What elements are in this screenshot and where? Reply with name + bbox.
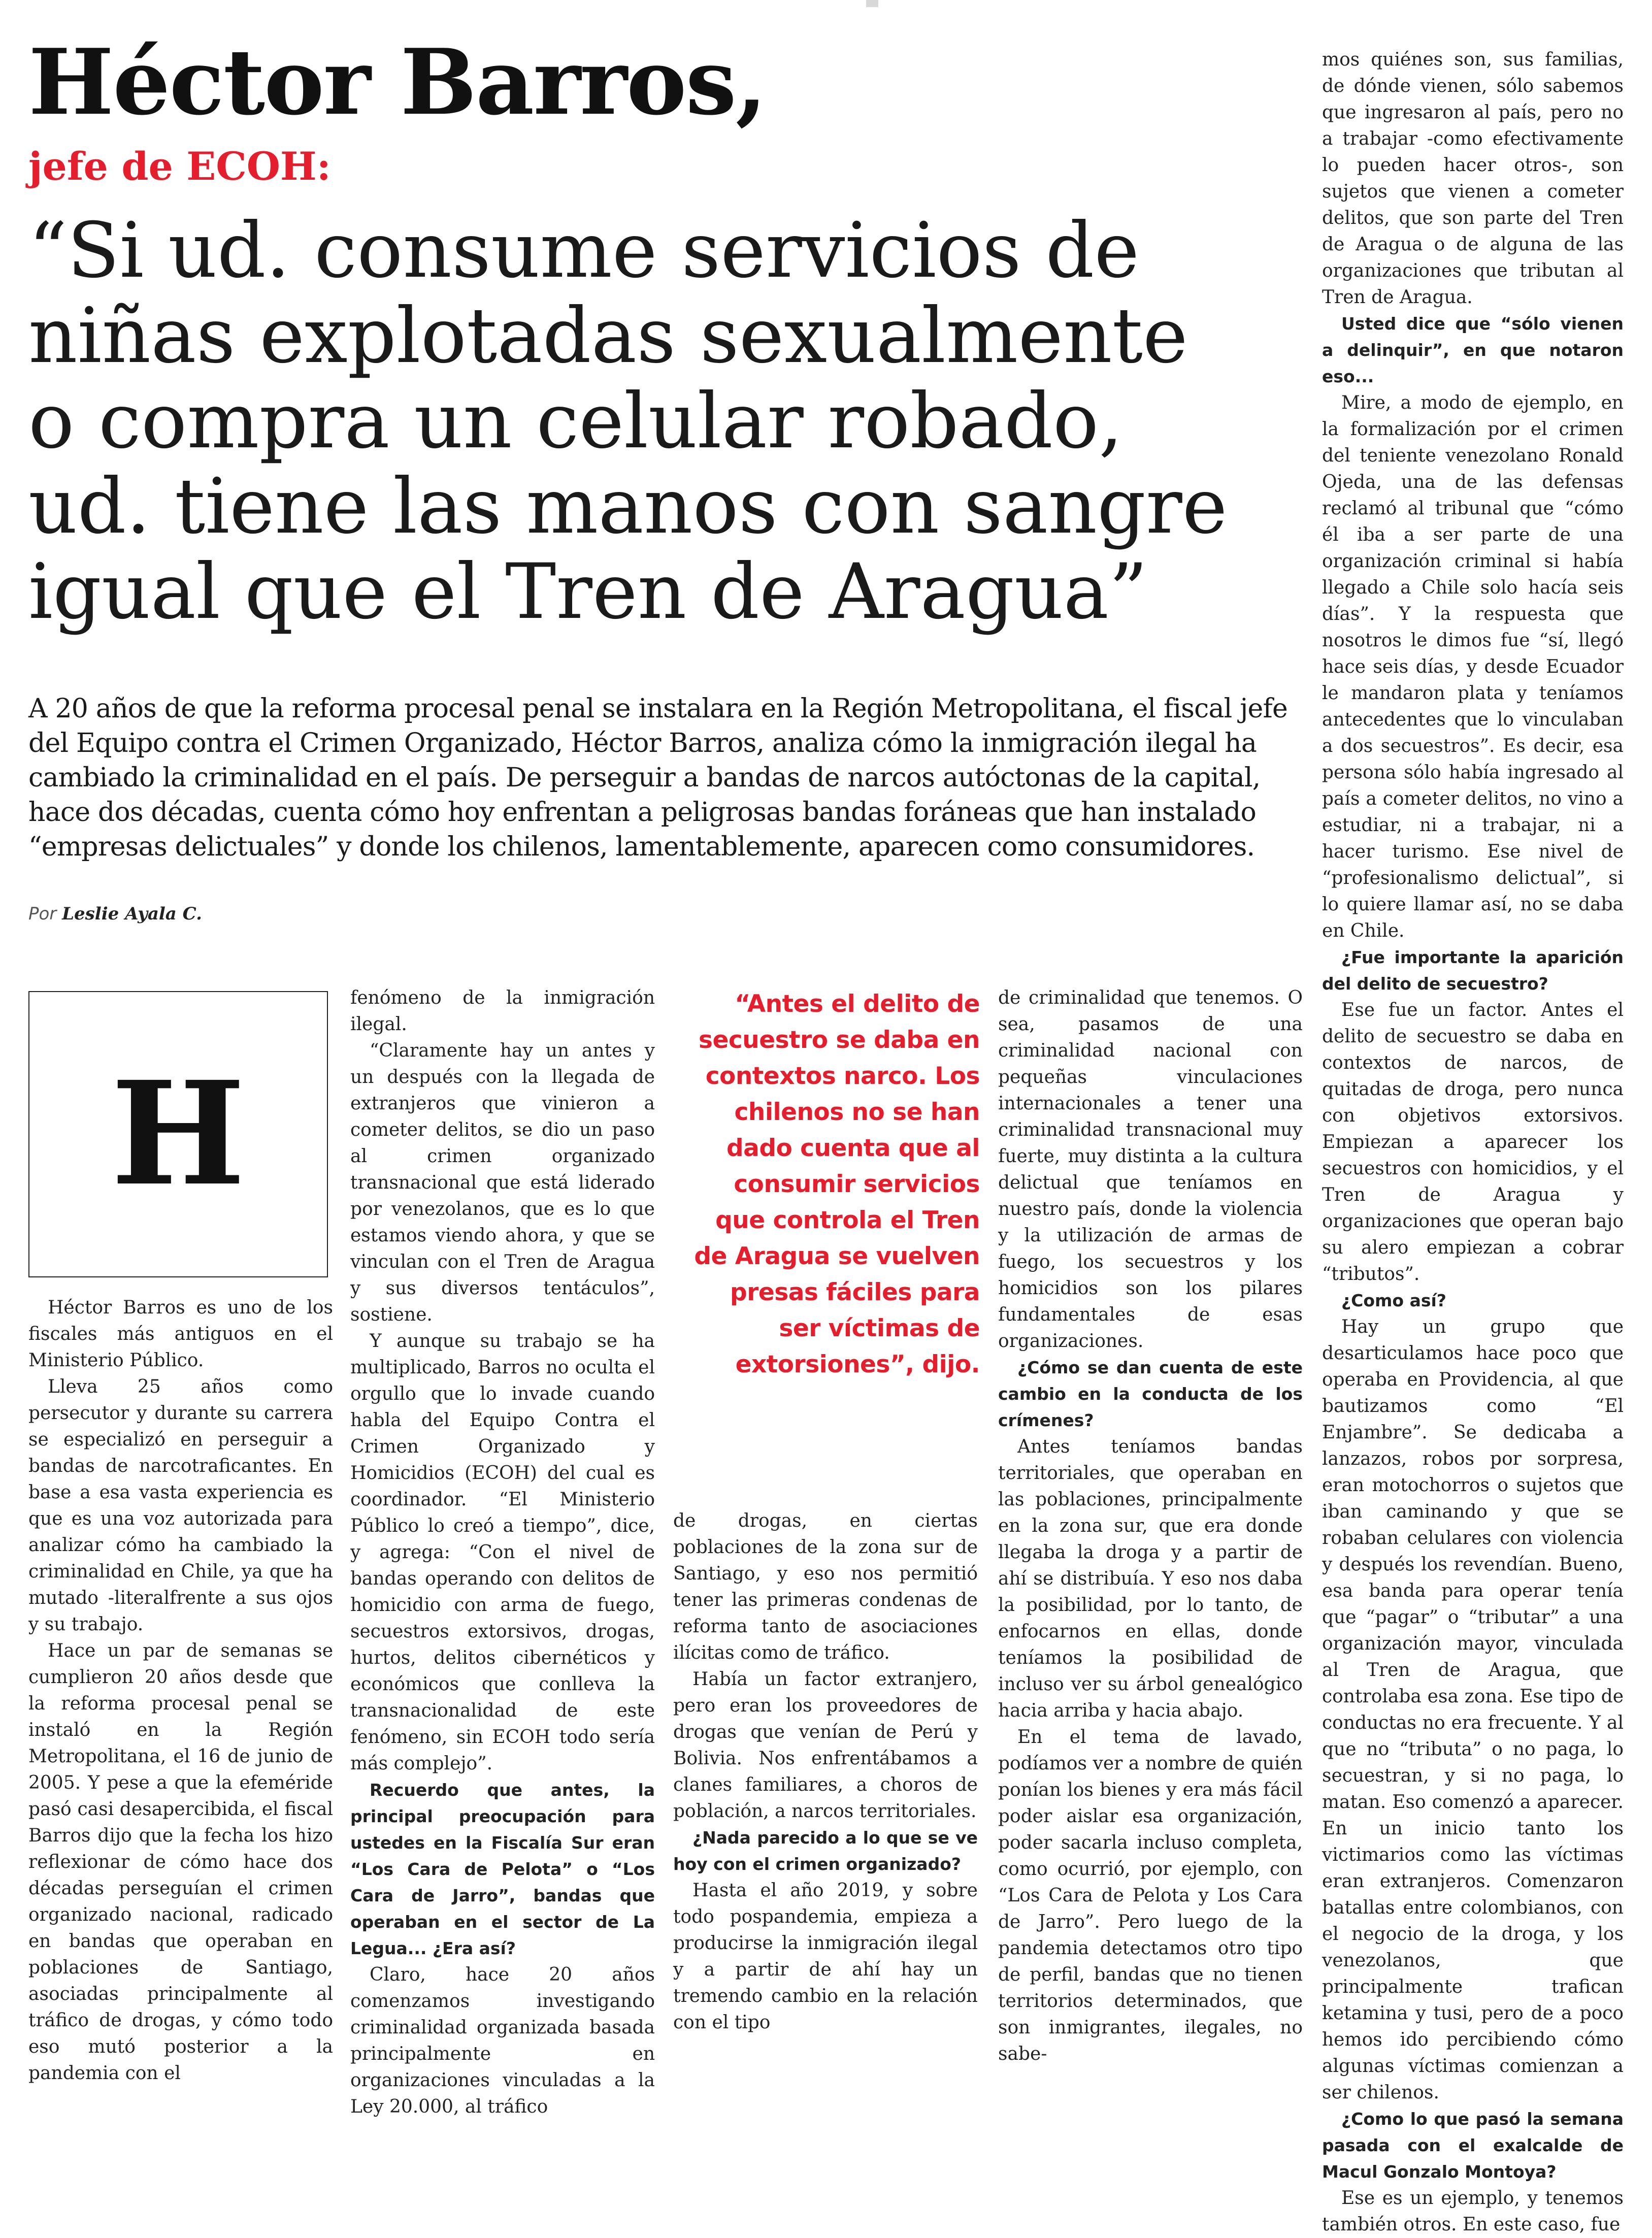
body-paragraph: Hasta el año 2019, y sobre todo pospandemia, empieza a producirse la inmigración ilegal y a partir de ahí hay un tremendo cambio en la relación con el tipo <box>673 1880 978 2033</box>
pull-quote-line: de Aragua se vuelven <box>694 1242 980 1270</box>
headline-quote-line: ud. tiene las manos con sangre <box>28 463 1228 551</box>
body-paragraph: En el tema de lavado, podíamos ver a nombre de quién ponían los bienes y era más fácil poder aislar esa organización, poder sacarla incluso completa, como ocurrió, por ejemplo, con “Los Cara de Pelota y Los Cara de Jarro”. Pero luego de la pandemia detectamos otro tipo de perfil, bandas que no tienen territorios determinados, que son inmigrantes, ilegales, no sabe- <box>998 1727 1303 2064</box>
body-paragraph: Ese fue un factor. Antes el delito de secuestro se daba en contextos de narcos, de quitadas de droga, pero nunca con objetivos extorsivos. Empiezan a aparecer los secuestros con homicidios, y el Tren de Aragua y organizaciones que operan bajo su alero empiezan a cobrar “tributos”. <box>1322 1000 1624 1285</box>
drop-letter-box <box>28 991 328 1277</box>
body-paragraph: Y aunque su trabajo se ha multiplicado, Barros no oculta el orgullo que lo invade cuando habla del Equipo Contra el Crimen Organizado y Homicidios (ECOH) del cual es coordinador. “El Ministerio Público lo creó a tiempo”, dice, y agrega: “Con el nivel de bandas operando con delitos de homicidio con arma de fuego, secuestros extorsivos, drogas, hurtos, delitos cibernéticos y económicos que conlleva la transnacionalidad de este fenómeno, sin ECOH todo sería más complejo”. <box>350 1331 655 1774</box>
headline-quote-line: o compra un celular robado, <box>28 377 1123 466</box>
pull-quote-line: presas fáciles para <box>730 1278 980 1306</box>
byline <box>28 903 202 925</box>
headline-name: Héctor Barros, <box>28 29 766 135</box>
interview-question: ¿Como así? <box>1341 1291 1446 1310</box>
headline-quote-line: “Si ud. consume servicios de <box>28 207 1140 295</box>
pull-quote-line: contextos narco. Los <box>705 1062 980 1090</box>
body-paragraph: de drogas, en ciertas poblaciones de la zona sur de Santiago, y eso nos permitió tener las primeras condenas de reforma tanto de asociaciones ilícitas como de tráfico. <box>673 1510 978 1663</box>
drop-letter: H <box>111 1050 246 1217</box>
byline-author: Leslie Ayala C. <box>62 904 202 924</box>
pull-quote-line: “Antes el delito de <box>735 990 980 1018</box>
body-paragraph: fenómeno de la inmigración ilegal. <box>350 988 655 1035</box>
lead-line: hace dos décadas, cuenta cómo hoy enfrentan a peligrosas bandas foráneas que han instalado <box>28 797 1256 828</box>
headline-quote-line: niñas explotadas sexualmente <box>28 292 1188 380</box>
headline-quote <box>28 208 1318 635</box>
pull-quote-line: consumir servicios <box>734 1170 980 1198</box>
interview-question: ¿Fue importante la aparición del delito de secuestro? <box>1322 947 1624 994</box>
body-paragraph: mos quiénes son, sus familias, de dónde vienen, sólo sabemos que ingresaron al país, pero no a trabajar -como efectivamente lo pueden hacer otros-, son sujetos que vienen a cometer delitos, que son parte del Tren de Aragua o de alguna de las organizaciones que tributan al Tren de Aragua. <box>1322 49 1624 308</box>
body-column-2 <box>350 985 655 2120</box>
interview-question: ¿Como lo que pasó la semana pasada con el exalcalde de Macul Gonzalo Montoya? <box>1322 2109 1624 2182</box>
lead-line: A 20 años de que la reforma procesal penal se instalara en la Región Metropolitana, el fiscal jefe <box>28 694 1287 724</box>
interview-question: ¿Nada parecido a lo que se ve hoy con el crimen organizado? <box>673 1828 978 1874</box>
body-paragraph: Claro, hace 20 años comenzamos investigando criminalidad organizada basada principalmente en organizaciones vinculadas a la Ley 20.000, al tráfico <box>350 1964 655 2117</box>
pull-quote-line: extorsiones”, dijo. <box>735 1351 980 1378</box>
body-paragraph: Hay un grupo que desarticulamos hace poco que operaba en Providencia, al que bautizamos como “El Enjambre”. Se dedicaba a lanzazos, robos por sorpresa, eran motochorros o sujetos que iban caminando y que se robaban celulares con violencia y después los revendían. Bueno, esa banda para operar tenía que “pagar” o “tributar” a una organización mayor, vinculada al Tren de Aragua, que controlaba esa zona. Ese tipo de conductas no era frecuente. Y al que no “tributa” o no paga, lo secuestran, y si no paga, lo matan. Eso comenzó a aparecer. En un inicio tanto los victimarios como las víctimas eran extranjeros. Comenzaron batallas entre colombianos, con el negocio de la droga, y los venezolanos, que principalmente trafican ketamina y tusi, pero de a poco hemos ido percibiendo cómo algunas víctimas comienzan a ser chilenos. <box>1322 1317 1624 2103</box>
interview-question: Recuerdo que antes, la principal preocupación para ustedes en la Fiscalía Sur eran “Los Cara de Pelota” o “Los Cara de Jarro”, bandas que operaban en el sector de La Legua... ¿Era así? <box>350 1780 655 1958</box>
headline-quote-line: igual que el Tren de Aragua” <box>28 548 1148 636</box>
body-paragraph: Antes teníamos bandas territoriales, que operaban en las poblaciones, principalmente en la zona sur, que era donde llegaba la droga y a partir de ahí se distribuía. Y eso nos daba la posibilidad, por lo tanto, de enfocarnos en ellas, donde teníamos la posibilidad de incluso ver su árbol genealógico hacia arriba y hacia abajo. <box>998 1436 1303 1721</box>
body-paragraph: Mire, a modo de ejemplo, en la formalización por el crimen del teniente venezolano Ronald Ojeda, una de las defensas reclamó al tribunal que “cómo él iba a ser parte de una organización criminal si había llegado a Chile solo hacía seis días”. Y la respuesta que nosotros le dimos fue “sí, llegó hace seis días, y desde Ecuador le mandaron plata y teníamos antecedentes que lo vinculaban a dos secuestros”. Es decir, esa persona sólo había ingresado al país a cometer delitos, no vino a estudiar, ni a trabajar, ni a hacer turismo. Ese nivel de “profesionalismo delictual”, si lo quiere llamar así, no se daba en Chile. <box>1322 392 1624 941</box>
pull-quote <box>675 986 980 1383</box>
pull-quote-line: que controla el Tren <box>715 1206 980 1234</box>
body-paragraph: de criminalidad que tenemos. O sea, pasamos de una criminalidad nacional con pequeñas vinculaciones internacionales a tener una criminalidad transnacional muy fuerte, muy distinta a la cultura delictual que teníamos en nuestro país, donde la violencia y la utilización de armas de fuego, los secuestros y los homicidios son los pilares fundamentales de esas organizaciones. <box>998 988 1303 1352</box>
headline-role: jefe de ECOH: <box>28 144 331 189</box>
pull-quote-line: dado cuenta que al <box>726 1134 980 1162</box>
interview-question: ¿Cómo se dan cuenta de este cambio en la conducta de los crímenes? <box>998 1358 1303 1430</box>
body-column-5 <box>1322 47 1624 2238</box>
body-paragraph: “Claramente hay un antes y un después con la llegada de extranjeros que vinieron a cometer delitos, se dio un paso al crimen organizado transnacional que está liderado por venezolanos, que es lo que estamos viendo ahora, y que se vinculan con el Tren de Aragua y sus diversos tentáculos”, sostiene. <box>350 1040 655 1325</box>
body-column-1 <box>28 1295 333 2087</box>
body-paragraph: Había un factor extranjero, pero eran los proveedores de drogas que venían de Perú y Bolivia. Nos enfrentábamos a clanes familiares, a choros de población, a narcos territoriales. <box>673 1669 978 1822</box>
pull-quote-line: ser víctimas de <box>779 1314 980 1342</box>
lead-line: cambiado la criminalidad en el país. De perseguir a bandas de narcos autóctonas de la capital, <box>28 763 1261 793</box>
byline-prefix: Por <box>28 904 57 924</box>
body-column-3 <box>673 1508 978 2036</box>
lead-paragraph <box>28 692 1313 864</box>
page-edge-mark <box>866 0 878 7</box>
pull-quote-line: secuestro se daba en <box>699 1026 980 1054</box>
body-paragraph: Héctor Barros es uno de los fiscales más antiguos en el Ministerio Público. <box>28 1297 333 1371</box>
body-paragraph: Lleva 25 años como persecutor y durante su carrera se especializó en perseguir a bandas de narcotraficantes. En base a esa vasta experiencia es que es una voz autorizada para analizar cómo ha cambiado la criminalidad en Chile, ya que ha mutado -literalfrente a sus ojos y su trabajo. <box>28 1376 333 1635</box>
pull-quote-line: chilenos no se han <box>734 1098 980 1126</box>
body-paragraph: Ese es un ejemplo, y tenemos también otros. En este caso, fue <box>1322 2188 1624 2235</box>
lead-line: “empresas delictuales” y donde los chilenos, lamentablemente, aparecen como consumidores. <box>28 832 1255 862</box>
body-column-4 <box>998 985 1303 2067</box>
interview-question: Usted dice que “sólo vienen a delinquir”, en que notaron eso... <box>1322 314 1624 386</box>
body-paragraph: Hace un par de semanas se cumplieron 20 años desde que la reforma procesal penal se instaló en la Región Metropolitana, el 16 de junio de 2005. Y pese a que la efeméride pasó casi desapercibida, el fiscal Barros dijo que la fecha los hizo reflexionar de cómo hace dos décadas perseguían el crimen organizado nacional, radicado en bandas que operaban en poblaciones de Santiago, asociadas principalmente al tráfico de drogas, y cómo todo eso mutó posterior a la pandemia con el <box>28 1640 333 2084</box>
lead-line: del Equipo contra el Crimen Organizado, Héctor Barros, analiza cómo la inmigración ilegal ha <box>28 728 1257 759</box>
